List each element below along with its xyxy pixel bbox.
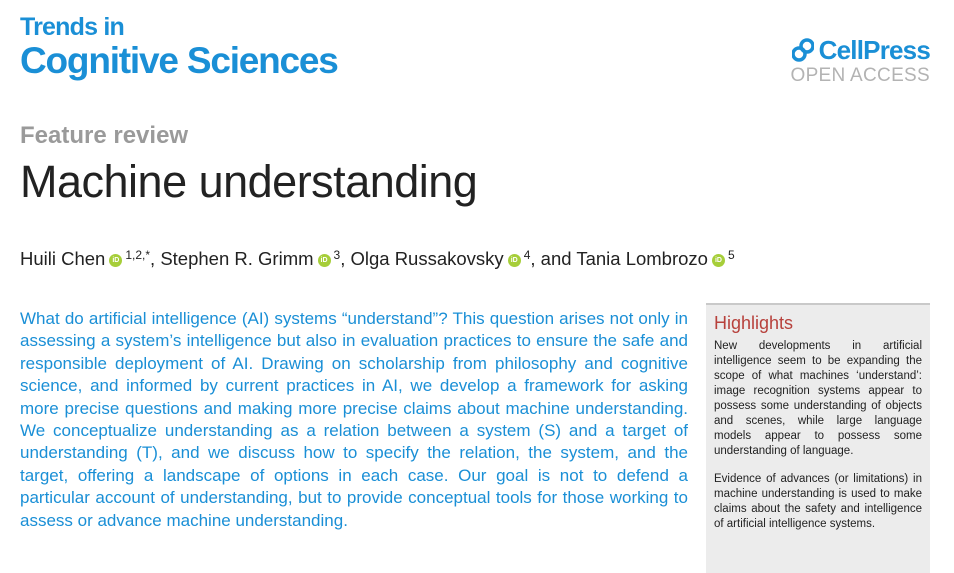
abstract: What do artificial intelligence (AI) systems “understand”? This question arises not only in assessing a system’s intelligence but also in evaluation practices to ensure the safe and responsible deployment of AI. Drawing on scholarship from philosophy and cognitive science, and informed by current practices in AI, we develop a framework for asking more precise questions and making more precise claims about machine understanding. We conceptualize understanding as a relation between a system (S) and a target of understanding (T), and we discuss how to specify the relation, the system, and the target, offering a landscape of options in each case. Our goal is not to defend a particular account of understanding, but to provide conceptual tools for those working to assess or advance machine understanding. — [20, 309, 688, 530]
cellpress-logo-icon — [792, 38, 814, 62]
publisher-name: CellPress — [818, 35, 930, 65]
journal-name-line1: Trends in — [20, 13, 124, 41]
journal-name-line2: Cognitive Sciences — [20, 40, 338, 81]
orcid-icon[interactable]: iD — [508, 254, 521, 267]
orcid-icon[interactable]: iD — [712, 254, 725, 267]
author-list — [20, 248, 735, 270]
author-name[interactable]: Stephen R. Grimm — [160, 248, 314, 269]
author-separator: , — [150, 248, 161, 269]
highlights-heading: Highlights — [714, 313, 794, 333]
highlight-paragraph: New developments in artificial intelligence seem to be expanding the scope of what machines ‘understand’: image recognition systems appear to possess some understanding of objects and scenes, while large language models appear to possess some understanding of language. — [714, 340, 922, 457]
journal-name — [20, 14, 338, 82]
publisher-brand — [790, 36, 930, 64]
orcid-icon[interactable]: iD — [318, 254, 331, 267]
article-type: Feature review — [20, 122, 189, 149]
article-title: Machine understanding — [20, 156, 478, 207]
author-affiliation[interactable]: 4 — [523, 248, 531, 262]
author-affiliation[interactable]: 1,2,* — [125, 248, 151, 262]
publisher-logo — [790, 36, 930, 87]
orcid-icon[interactable]: iD — [109, 254, 122, 267]
highlight-paragraph: Evidence of advances (or limitations) in machine understanding is used to make claims about the safety and intelligence of artificial intelligence systems. — [714, 473, 922, 530]
author-separator: , and — [530, 248, 577, 269]
highlights-box — [706, 303, 930, 573]
author-name[interactable]: Tania Lombrozo — [576, 248, 708, 269]
author-name[interactable]: Huili Chen — [20, 248, 106, 269]
open-access-label: OPEN ACCESS — [790, 65, 930, 86]
author-affiliation[interactable]: 5 — [727, 248, 735, 262]
author-name[interactable]: Olga Russakovsky — [350, 248, 504, 269]
author-separator: , — [340, 248, 351, 269]
author-affiliation[interactable]: 3 — [333, 248, 341, 262]
